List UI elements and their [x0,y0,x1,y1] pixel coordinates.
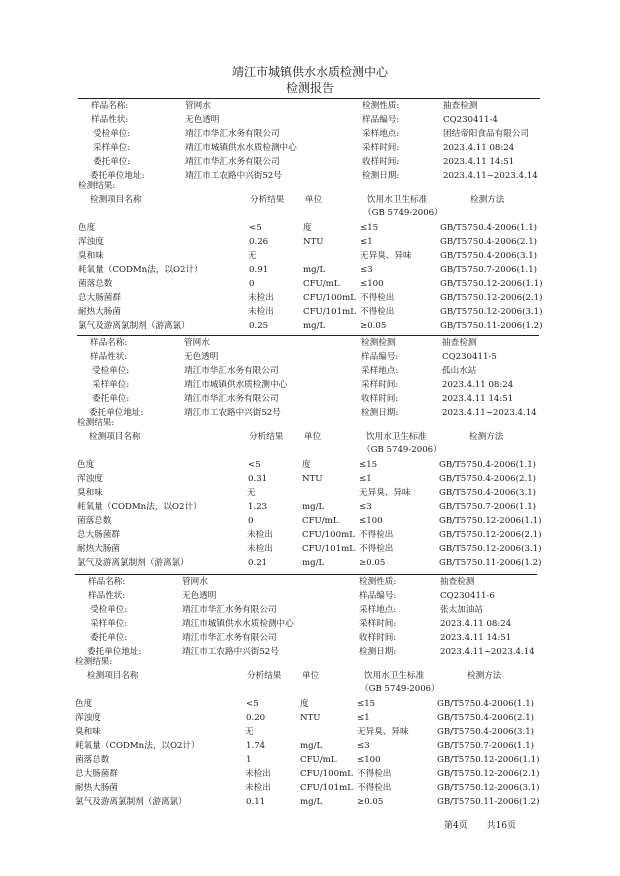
table-row-standard: ≤3 [357,741,370,751]
column-header: （GB 5749-2006） [360,684,440,694]
table-row-result: 0 [248,516,254,526]
column-header: 检测项目名称 [87,671,139,681]
table-row-standard: 不得检出 [357,769,392,779]
table-row-item: 耗氧量（CODMn法，以O2计） [78,265,203,275]
table-row-unit: 度 [303,223,312,233]
page-footer [444,822,532,831]
page-title: 靖江市城镇供水水质检测中心 [231,65,388,79]
table-row-method: GB/T5750.4-2006(1.1) [439,460,537,470]
table-row-unit: NTU [300,713,321,723]
table-row-method: GB/T5750.12-2006(1.1) [437,755,540,765]
table-row-unit: NTU [302,474,323,484]
column-header: 单位 [305,195,323,205]
field-label: 检测性质: [362,101,400,111]
table-row-standard: 无异臭、异味 [357,727,409,737]
table-row-standard: ≤1 [360,237,373,247]
table-row-item: 氯气及游离氯制剂（游离氯） [75,797,187,807]
field-label: 委托单位地址: [90,171,145,181]
field-value: 2023.4.11~2023.4.14 [440,647,535,657]
field-value: 2023.4.11~2023.4.14 [443,171,538,181]
table-row-method: GB/T5750.11-2006(1.2) [440,321,543,331]
table-row-standard: ≤15 [359,460,378,470]
table-row-unit: CFU/101mL [302,544,355,554]
table-row-item: 臭和味 [78,251,104,261]
table-row-result: 无 [247,488,256,498]
field-value: 靖江市城镇供水水质检测中心 [182,619,294,629]
table-row-standard: ≤1 [359,474,372,484]
table-row-item: 菌落总数 [78,279,113,289]
field-label: 采样地点: [361,366,399,376]
table-row-result: 0.91 [249,265,269,275]
field-label: 样品性状: [88,591,126,601]
table-row-standard: 不得检出 [357,783,392,793]
table-row-item: 耗氧量（CODMn法，以O2计） [75,741,200,751]
table-row-item: 耐热大肠菌 [77,544,120,554]
field-value: CQ230411-6 [440,591,495,601]
field-value: 无色透明 [185,115,220,125]
table-row-unit: mg/L [300,797,323,807]
section-divider [78,98,540,99]
field-label: 样品性状: [91,115,129,125]
field-label: 采样时间: [359,619,397,629]
field-label: 采样地点: [359,605,397,615]
table-row-method: GB/T5750.12-2006(2.1) [439,530,542,540]
field-value: 2023.4.11 08:24 [440,619,512,629]
table-row-method: GB/T5750.7-2006(1.1) [439,502,537,512]
field-value: 孤山水站 [442,366,477,376]
field-label: 委托单位: [90,633,128,643]
field-label: 样品编号: [362,115,400,125]
table-row-unit: mg/L [302,502,325,512]
field-label: 委托单位地址: [87,647,142,657]
table-row-method: GB/T5750.12-2006(1.1) [440,279,543,289]
table-row-item: 浑浊度 [77,474,103,484]
results-label: 检测结果: [78,181,116,191]
table-row-method: GB/T5750.4-2006(1.1) [440,223,538,233]
field-label: 受检单位: [90,605,128,615]
field-value: 无色透明 [182,591,217,601]
table-row-result: 1.74 [246,741,266,751]
table-row-result: <5 [249,223,262,233]
table-row-method: GB/T5750.11-2006(1.2) [439,558,542,568]
column-header: 分析结果 [250,195,285,205]
field-label: 受检单位: [92,366,130,376]
table-row-result: 0.31 [248,474,268,484]
field-label: 收样时间: [361,394,399,404]
table-row-result: 1 [246,755,252,765]
table-row-unit: 度 [302,460,311,470]
table-row-item: 臭和味 [77,488,103,498]
table-row-result: 无 [245,727,254,737]
field-label: 受检单位: [93,129,131,139]
table-row-result: 未检出 [245,769,271,779]
table-row-result: 0.11 [246,797,266,807]
table-row-result: 0 [249,279,255,289]
field-label: 样品名称: [88,577,126,587]
column-header: 饮用水卫生标准 [367,195,428,205]
page-total: 共16页 [486,821,517,831]
table-row-item: 氯气及游离氯制剂（游离氯） [78,321,190,331]
field-label: 收样时间: [359,633,397,643]
table-row-unit: CFU/mL [303,279,340,289]
field-value: 靖江市华汇水务有限公司 [184,366,279,376]
field-value: 2023.4.11 14:51 [442,394,514,404]
table-row-unit: CFU/100mL [302,530,355,540]
field-value: 2023.4.11 14:51 [440,633,512,643]
table-row-standard: ≤3 [360,265,373,275]
table-row-result: 未检出 [248,307,274,317]
table-row-item: 氯气及游离氯制剂（游离氯） [77,558,189,568]
field-value: 2023.4.11 08:24 [443,143,515,153]
table-row-result: 未检出 [247,530,273,540]
table-row-result: 未检出 [245,783,271,793]
table-row-item: 总大肠菌群 [78,293,121,303]
table-row-standard: ≥0.05 [360,321,387,331]
table-row-standard: 不得检出 [360,307,395,317]
table-row-result: 1.23 [248,502,268,512]
table-row-standard: 不得检出 [360,293,395,303]
table-row-method: GB/T5750.12-2006(3.1) [439,544,542,554]
field-value: 靖江市华汇水务有限公司 [185,157,280,167]
table-row-unit: mg/L [303,321,326,331]
table-row-method: GB/T5750.7-2006(1.1) [437,741,535,751]
table-row-standard: ≤1 [357,713,370,723]
table-row-unit: CFU/101mL [303,307,356,317]
table-row-item: 耐热大肠菌 [78,307,121,317]
field-label: 样品编号: [359,591,397,601]
table-row-result: 0.25 [249,321,269,331]
table-row-result: 0.21 [248,558,268,568]
table-row-result: 未检出 [248,293,274,303]
field-value: 靖江市城镇供水质检测中心 [184,380,288,390]
table-row-item: 总大肠菌群 [75,769,118,779]
table-row-result: 未检出 [247,544,273,554]
table-row-method: GB/T5750.4-2006(2.1) [440,237,538,247]
page-number: 第4页 [444,821,468,831]
field-label: 检测性质: [359,577,397,587]
field-label: 采样单位: [92,380,130,390]
field-value: 2023.4.11 14:51 [443,157,515,167]
column-header: （GB 5749-2006） [362,445,442,455]
table-row-method: GB/T5750.12-2006(1.1) [439,516,542,526]
table-row-method: GB/T5750.4-2006(3.1) [440,251,538,261]
field-label: 采样时间: [362,143,400,153]
field-value: 靖江市华汇水务有限公司 [182,633,277,643]
table-row-item: 色度 [78,223,96,233]
field-label: 检测日期: [361,408,399,418]
field-label: 收样时间: [362,157,400,167]
results-label: 检测结果: [77,418,115,428]
field-value: 张太加油站 [440,605,483,615]
field-label: 采样时间: [361,380,399,390]
field-value: 团结帝阳食品有限公司 [443,129,529,139]
field-value: 靖江市工农路中兴街52号 [185,171,282,181]
table-row-method: GB/T5750.7-2006(1.1) [440,265,538,275]
table-row-standard: ≤100 [359,516,383,526]
field-value: 管网水 [182,577,208,587]
table-row-standard: ≥0.05 [357,797,384,807]
field-value: 靖江市工农路中兴街52号 [184,408,281,418]
table-row-unit: NTU [303,237,324,247]
table-row-method: GB/T5750.4-2006(3.1) [437,727,535,737]
table-row-item: 浑浊度 [78,237,104,247]
column-header: 分析结果 [247,671,282,681]
column-header: 单位 [304,432,322,442]
section-divider [77,335,539,336]
field-value: CQ230411-5 [442,352,497,362]
table-row-standard: ≤15 [357,699,376,709]
field-label: 委托单位: [93,157,131,167]
column-header: 检测方法 [470,195,505,205]
field-label: 采样地点: [362,129,400,139]
column-header: 检测方法 [467,671,502,681]
field-label: 委托单位地址: [89,408,144,418]
table-row-method: GB/T5750.4-2006(2.1) [437,713,535,723]
table-row-unit: mg/L [302,558,325,568]
column-header: 饮用水卫生标准 [364,671,425,681]
column-header: 检测项目名称 [90,195,142,205]
column-header: 分析结果 [249,432,284,442]
table-row-unit: mg/L [303,265,326,275]
field-value: 2023.4.11~2023.4.14 [442,408,537,418]
table-row-unit: CFU/100mL [303,293,356,303]
field-label: 检测检测 [361,338,396,348]
table-row-method: GB/T5750.12-2006(3.1) [437,783,540,793]
table-row-method: GB/T5750.4-2006(3.1) [439,488,537,498]
table-row-result: 无 [248,251,257,261]
table-row-method: GB/T5750.4-2006(1.1) [437,699,535,709]
report-subtitle: 检测报告 [285,81,334,95]
table-row-item: 耐热大肠菌 [75,783,118,793]
table-row-item: 耗氧量（CODMn法，以O2计） [77,502,202,512]
table-row-method: GB/T5750.12-2006(3.1) [440,307,543,317]
column-header: （GB 5749-2006） [363,208,443,218]
field-label: 采样单位: [90,619,128,629]
table-row-item: 菌落总数 [77,516,112,526]
table-row-item: 总大肠菌群 [77,530,120,540]
field-value: 靖江市华汇水务有限公司 [182,605,277,615]
column-header: 饮用水卫生标准 [366,432,427,442]
table-row-standard: ≤3 [359,502,372,512]
table-row-item: 色度 [77,460,95,470]
field-value: 抽查检测 [440,577,475,587]
field-label: 样品名称: [91,101,129,111]
table-row-standard: ≤100 [360,279,384,289]
table-row-method: GB/T5750.12-2006(2.1) [437,769,540,779]
results-label: 检测结果: [75,657,113,667]
table-row-standard: 无异臭、异味 [360,251,412,261]
table-row-method: GB/T5750.11-2006(1.2) [437,797,540,807]
field-label: 样品性状: [90,352,128,362]
table-row-standard: 不得检出 [359,544,394,554]
table-row-unit: CFU/mL [302,516,339,526]
column-header: 检测项目名称 [89,432,141,442]
field-value: 管网水 [184,338,210,348]
column-header: 单位 [302,671,320,681]
section-divider [75,574,537,575]
field-value: 无色透明 [184,352,219,362]
table-row-unit: CFU/101mL [300,783,353,793]
field-label: 样品名称: [90,338,128,348]
field-value: 管网水 [185,101,211,111]
table-row-unit: CFU/100mL [300,769,353,779]
table-row-item: 色度 [75,699,93,709]
table-row-unit: mg/L [300,741,323,751]
table-row-unit: 度 [300,699,309,709]
field-label: 样品编号: [361,352,399,362]
table-row-result: 0.20 [246,713,266,723]
field-value: 靖江市工农路中兴街52号 [182,647,279,657]
table-row-method: GB/T5750.12-2006(2.1) [440,293,543,303]
field-label: 委托单位: [92,394,130,404]
field-value: 靖江市华汇水务有限公司 [184,394,279,404]
table-row-standard: 不得检出 [359,530,394,540]
table-row-item: 菌落总数 [75,755,110,765]
table-row-standard: ≤100 [357,755,381,765]
table-row-result: 0.26 [249,237,269,247]
table-row-item: 臭和味 [75,727,101,737]
table-row-standard: ≤15 [360,223,379,233]
column-header: 检测方法 [469,432,504,442]
field-value: 2023.4.11 08:24 [442,380,514,390]
table-row-standard: 无异臭、异味 [359,488,411,498]
table-row-unit: CFU/mL [300,755,337,765]
field-label: 采样单位: [93,143,131,153]
field-value: 抽查检测 [443,101,478,111]
field-value: CQ230411-4 [443,115,498,125]
field-value: 靖江市华汇水务有限公司 [185,129,280,139]
table-row-result: <5 [246,699,259,709]
table-row-result: <5 [248,460,261,470]
field-value: 靖江市城镇供水水质检测中心 [185,143,297,153]
table-row-item: 浑浊度 [75,713,101,723]
table-row-method: GB/T5750.4-2006(2.1) [439,474,537,484]
table-row-standard: ≥0.05 [359,558,386,568]
field-label: 检测日期: [362,171,400,181]
field-value: 抽查检测 [442,338,477,348]
field-label: 检测日期: [359,647,397,657]
